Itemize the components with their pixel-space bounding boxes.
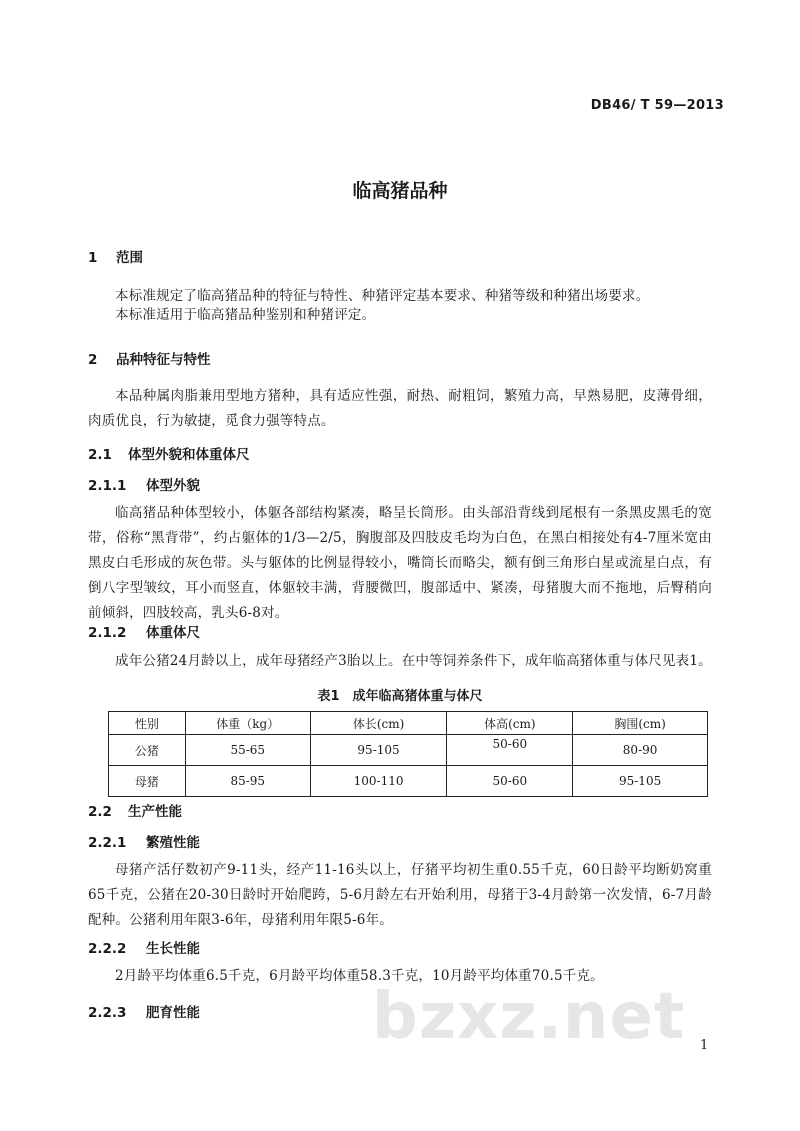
table-row — [109, 735, 708, 766]
weight-size-table — [108, 711, 708, 797]
section-number: 1 — [88, 250, 98, 266]
section-2-heading — [88, 348, 211, 368]
section-number: 2.1.1 — [88, 478, 127, 494]
traits-paragraph: 本品种属肉脂兼用型地方猪种，具有适应性强，耐热、耐粗饲，繁殖力高，早熟易肥，皮薄骨细，肉质优良，行为敏捷，觅食力强等特点。 — [88, 388, 712, 429]
section-number: 2.2.2 — [88, 941, 127, 957]
watermark: bzxz.net — [372, 980, 686, 1054]
table-header-cell: 胸围(cm) — [573, 712, 708, 735]
section-title: 品种特征与特性 — [116, 352, 211, 368]
table-cell: 母猪 — [109, 766, 186, 797]
section-title: 繁殖性能 — [146, 835, 200, 851]
table-header-cell: 性别 — [109, 712, 186, 735]
section-2-2-2-heading — [88, 937, 200, 957]
section-2-2-1-heading — [88, 831, 200, 851]
table-cell: 80-90 — [573, 735, 708, 766]
section-title: 肥育性能 — [146, 1005, 200, 1021]
section-2-1-1-heading — [88, 474, 200, 494]
section-title: 体型外貌和体重体尺 — [128, 447, 250, 463]
table-header-cell: 体重（kg） — [185, 712, 310, 735]
reproduction-paragraph: 母猪产活仔数初产9-11头，经产11-16头以上，仔猪平均初生重0.55千克，60日龄平均断奶窝重65千克，公猪在20-30日龄时开始爬跨，5-6月龄左右开始利用，母猪于3-4月龄第一次发情，6-7月龄配种。公猪利用年限3-6年，母猪利用年限5-6年。 — [88, 862, 712, 928]
section-number: 2.2.1 — [88, 835, 127, 851]
table-cell: 55-65 — [185, 735, 310, 766]
table-header-row — [109, 712, 708, 735]
document-title: 临高猪品种 — [352, 180, 448, 202]
table-cell: 95-105 — [573, 766, 708, 797]
section-number: 2.2 — [88, 804, 112, 820]
table-header-cell: 体高(cm) — [447, 712, 573, 735]
table-cell: 50-60 — [447, 735, 573, 766]
body-size-paragraph: 成年公猪24月龄以上，成年母猪经产3胎以上。在中等饲养条件下，成年临高猪体重与体尺见表1。 — [115, 653, 712, 669]
section-number: 2.1.2 — [88, 625, 127, 641]
appearance-paragraph: 临高猪品种体型较小，体躯各部结构紧凑，略呈长筒形。由头部沿背线到尾根有一条黑皮黑毛的宽带，俗称“黑背带”，约占躯体的1/3—2/5，胸腹部及四肢皮毛均为白色，在黑白相接处有4-7厘米宽由黑皮白毛形成的灰色带。头与躯体的比例显得较小，嘴筒长而略尖，额有倒三角形白星或流星白点，有倒八字型皱纹，耳小而竖直，体躯较丰满，背腰微凹，腹部适中、紧凑，母猪腹大而不拖地，后臀稍向前倾斜，四肢较高，乳头6-8对。 — [88, 505, 712, 621]
table-cell: 100-110 — [310, 766, 447, 797]
section-title: 生产性能 — [128, 804, 182, 820]
section-title: 体重体尺 — [146, 625, 200, 641]
table-cell: 公猪 — [109, 735, 186, 766]
section-title: 生长性能 — [146, 941, 200, 957]
section-2-1-2-heading — [88, 621, 200, 641]
section-title: 体型外貌 — [146, 478, 200, 494]
section-number: 2.1 — [88, 447, 112, 463]
section-1-heading — [88, 246, 143, 266]
standard-code: DB46/ T 59—2013 — [590, 98, 724, 113]
section-title: 范围 — [116, 250, 143, 266]
growth-paragraph: 2月龄平均体重6.5千克，6月龄平均体重58.3千克，10月龄平均体重70.5千克。 — [115, 968, 604, 984]
section-2-1-heading — [88, 443, 250, 463]
section-2-2-heading — [88, 800, 182, 820]
section-2-2-3-heading — [88, 1001, 200, 1021]
scope-paragraph-2: 本标准适用于临高猪品种鉴别和种猪评定。 — [115, 307, 376, 323]
table-row — [109, 766, 708, 797]
table-caption: 表1 成年临高猪体重与体尺 — [317, 689, 483, 704]
scope-paragraph-1: 本标准规定了临高猪品种的特征与特性、种猪评定基本要求、种猪等级和种猪出场要求。 — [115, 288, 650, 304]
section-number: 2 — [88, 352, 98, 368]
page-number: 1 — [700, 1038, 709, 1053]
table-cell: 95-105 — [310, 735, 447, 766]
section-number: 2.2.3 — [88, 1005, 127, 1021]
table-cell: 85-95 — [185, 766, 310, 797]
table-cell: 50-60 — [447, 766, 573, 797]
table-header-cell: 体长(cm) — [310, 712, 447, 735]
